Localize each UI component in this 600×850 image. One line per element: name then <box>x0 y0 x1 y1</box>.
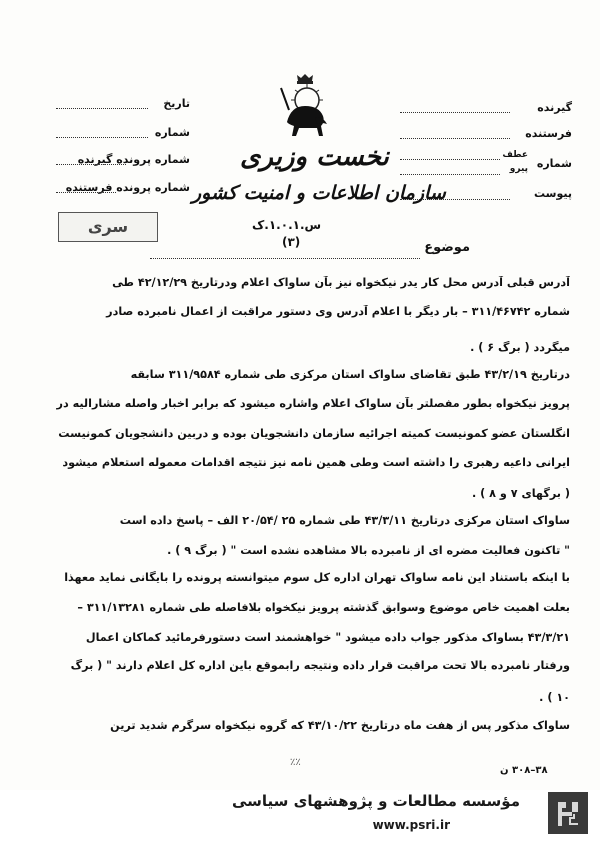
body-line-10: " تاکنون فعالیت مضره ای از نامبرده بالا مشاهده نشده است " ( برگ ۹ ) . <box>167 544 570 557</box>
classification-stamp-text: سری <box>87 217 129 236</box>
body-line-1: آدرس قبلی آدرس محل کار یدر نیکخواه نیز بآن ساواک اعلام ودرتاریخ ۴۲/۱۲/۲۹ طی <box>112 276 570 289</box>
body-line-15: ۱۰ ) . <box>539 691 570 704</box>
header-label-receiver: گیرنده <box>537 101 572 114</box>
institute-logo-icon <box>548 792 588 834</box>
institute-name: مؤسسه مطالعات و پژوهشهای سیاسی <box>231 792 520 810</box>
sender-file-line <box>56 192 116 193</box>
body-line-9: ساواک استان مرکزی درتاریخ ۴۳/۳/۱۱ طی شماره ۲۵ /۲۰/۵۴ الف – پاسخ داده است <box>119 514 570 527</box>
number-followup-note: پیرو <box>509 164 528 174</box>
header-label-left-number: شماره <box>154 126 190 139</box>
header-label-sender: فرستنده <box>525 127 572 140</box>
reference-number: (۳) <box>282 235 301 249</box>
body-line-5: پرویز نیکخواه بطور مفصلتر بآن ساواک اعلام واشاره میشود که برابر اخبار واصله مشارالیه در <box>56 397 570 410</box>
left-number-line <box>56 137 148 138</box>
organization-name: سازمان اطلاعات و امنیت کشور <box>192 182 446 204</box>
number-ref-note: عطف <box>502 150 528 160</box>
form-code: ۳۸–۳۰۸ ن <box>500 765 548 776</box>
body-line-4: درتاریخ ۴۳/۲/۱۹ طبق تقاضای ساواک استان مرکزی طی شماره ۳۱۱/۹۵۸۴ سابقه <box>130 368 570 381</box>
footer-mark: ٪٪ <box>290 757 301 768</box>
body-line-8: ( برگهای ۷ و ۸ ) . <box>471 487 570 500</box>
body-line-3: میگردد ( برگ ۶ ) . <box>470 341 570 354</box>
body-line-14: ورفتار نامبرده بالا تحت مراقبت قرار داده ونتیجه رابموقع باین اداره کل اعلام دارند " ( برگ <box>70 659 570 672</box>
body-line-2: شماره ۳۱۱/۴۶۷۴۲ – بار دیگر با اعلام آدرس وی دستور مراقبت از اعمال نامبرده صادر <box>106 305 570 318</box>
body-line-11: با اینکه باستناد این نامه ساواک تهران اداره کل سوم میتوانسته پرونده را بایگانی نماید معهذا <box>64 571 570 584</box>
body-line-12: بعلت اهمیت خاص موضوع وسوابق گذشته پرویز نیکخواه بلافاصله طی شماره ۳۱۱/۱۳۲۸۱ – <box>77 601 570 614</box>
receiver-line <box>400 112 510 113</box>
sender-line <box>400 138 510 139</box>
body-line-13: ۴۳/۳/۲۱ بساواک مذکور جواب داده میشود " خواهشمند است دستورفرمائید کماکان اعمال <box>85 631 570 644</box>
institute-url[interactable]: www.psri.ir <box>372 818 450 832</box>
receiver-file-line <box>56 164 126 165</box>
header-label-sender-file: شماره پرونده فرستنده <box>65 181 190 194</box>
reference-code: س.۱.۰.۱.ک <box>252 218 322 232</box>
lion-and-sun-emblem <box>275 70 335 142</box>
header-label-receiver-file: شماره پرونده گیرنده <box>77 153 190 166</box>
body-line-6: انگلستان عضو کمونیست کمیته اجرائیه سازمان دانشجویان بوده و دربین دانشجویان کمونیست <box>58 427 570 440</box>
header-label-number: شماره <box>536 157 572 170</box>
date-line <box>56 108 148 109</box>
number-followup-line <box>400 174 500 175</box>
body-line-16: ساواک مذکور پس از هفت ماه درتاریخ ۴۳/۱۰/۲۲ که گروه نیکخواه سرگرم شدید ترین <box>110 719 570 732</box>
subject-line <box>150 258 420 259</box>
body-line-7: ایرانی داعیه رهبری را داشته است وطی همین نامه نیز نتیجه اقدامات معموله استعلام میشود <box>62 456 570 469</box>
header-label-attachment: پیوست <box>534 187 572 200</box>
classification-stamp <box>58 212 158 242</box>
number-ref-line <box>400 159 500 160</box>
subject-label: موضوع <box>424 240 470 255</box>
header-label-date: تاریخ <box>163 97 190 110</box>
page-title: نخست وزیری <box>240 142 389 172</box>
